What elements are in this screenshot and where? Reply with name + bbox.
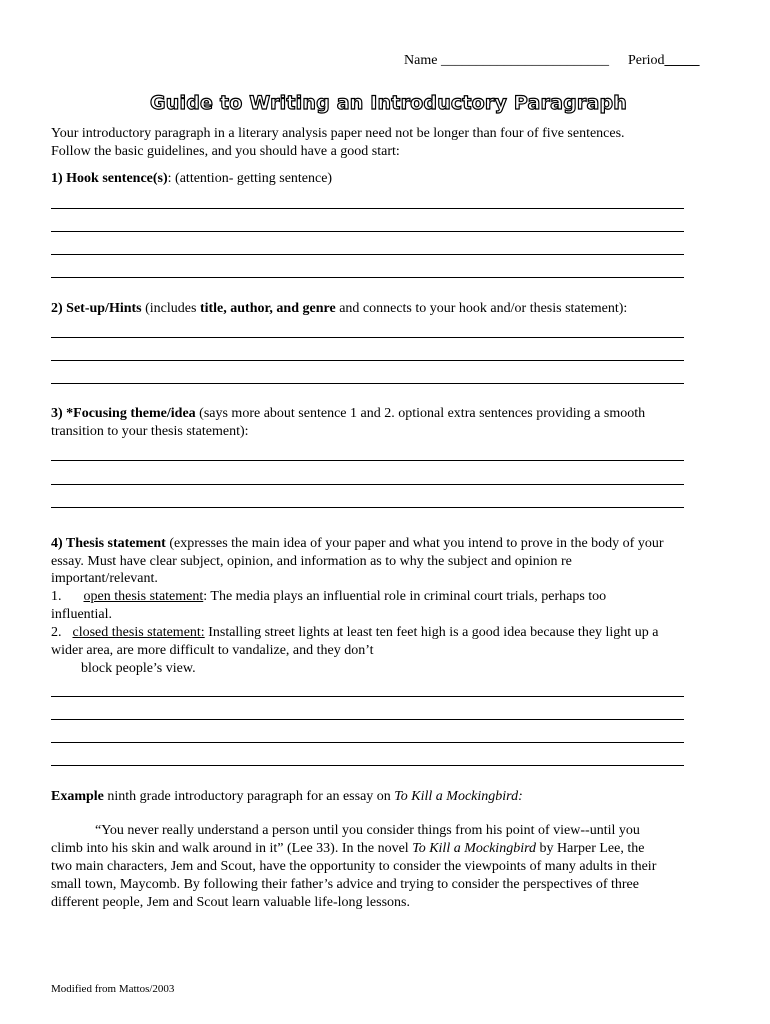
writing-line[interactable] (51, 277, 684, 278)
writing-line[interactable] (51, 254, 684, 255)
name-label: Name (404, 53, 438, 68)
example-book-title: To Kill a Mockingbird: (394, 789, 523, 804)
section-4-label: 4) Thesis statement (51, 536, 166, 551)
writing-line[interactable] (51, 231, 684, 232)
example-para-line-2: climb into his skin and walk around in it” (Lee 33). In the novel To Kill a Mockingbird by Harper Lee, the (51, 841, 645, 856)
section-1-heading: 1) Hook sentence(s): (attention- getting sentence) (51, 171, 333, 186)
thesis-item-1-cont: influential. (51, 607, 113, 622)
name-field (404, 52, 700, 70)
example-label: Example (51, 789, 104, 804)
name-blank: ________________________ (440, 53, 609, 68)
period-label: Period (627, 53, 665, 68)
footer-credit: Modified from Mattos/2003 (51, 983, 175, 995)
example-para-line-3: two main characters, Jem and Scout, have the opportunity to consider the viewpoints of many adults in their (51, 859, 657, 874)
section-1-desc: (attention- getting sentence) (171, 171, 333, 186)
example-para-line-4: small town, Maycomb. By following their father’s advice and trying to consider the perspectives of three (51, 877, 639, 892)
writing-line[interactable] (51, 360, 684, 361)
intro-line-1: Your introductory paragraph in a literary analysis paper need not be longer than four of five sentences. (51, 126, 625, 141)
writing-line[interactable] (51, 765, 684, 766)
writing-line[interactable] (51, 337, 684, 338)
thesis-item-2: 2. closed thesis statement: Installing street lights at least ten feet high is a good idea because they light up a (51, 625, 659, 640)
thesis-item-1: 1. open thesis statement: The media plays an influential role in criminal court trials, perhaps too (51, 589, 607, 604)
intro-line-2: Follow the basic guidelines, and you should have a good start: (51, 144, 400, 159)
example-para-line-5: different people, Jem and Scout learn valuable life-long lessons. (51, 895, 410, 910)
open-thesis-label: open thesis statement (83, 589, 204, 604)
example-para-line-1: “You never really understand a person until you consider things from his point of view--until you (95, 823, 640, 838)
section-3-desc-line-2: transition to your thesis statement): (51, 424, 249, 439)
thesis-item-2-cont-1: wider area, are more difficult to vandalize, and they don’t (51, 643, 374, 658)
closed-thesis-label: closed thesis statement: (72, 625, 205, 640)
writing-line[interactable] (51, 507, 684, 508)
section-4-desc-line-3: important/relevant. (51, 571, 158, 586)
section-1-label: 1) Hook sentence(s) (51, 171, 168, 186)
writing-line[interactable] (51, 460, 684, 461)
section-3-label: 3) *Focusing theme/idea (51, 406, 196, 421)
section-4-heading: 4) Thesis statement (expresses the main idea of your paper and what you intend to prove in the body of your (51, 536, 664, 551)
writing-line[interactable] (51, 484, 684, 485)
section-4-desc-line-2: essay. Must have clear subject, opinion, and information as to why the subject and opinion re (51, 554, 572, 569)
section-2-heading: 2) Set-up/Hints (includes title, author, and genre and connects to your hook and/or thesis statement): (51, 301, 628, 316)
writing-line[interactable] (51, 383, 684, 384)
thesis-item-2-cont-2: block people’s view. (81, 661, 196, 676)
writing-line[interactable] (51, 208, 684, 209)
writing-line[interactable] (51, 696, 684, 697)
example-heading: Example ninth grade introductory paragraph for an essay on To Kill a Mockingbird: (51, 789, 523, 804)
writing-line[interactable] (51, 742, 684, 743)
page-title: Guide to Writing an Introductory Paragraph (150, 92, 628, 114)
period-blank: _____ (664, 53, 700, 68)
section-2-label: 2) Set-up/Hints (51, 301, 142, 316)
writing-line[interactable] (51, 719, 684, 720)
section-3-heading: 3) *Focusing theme/idea (says more about sentence 1 and 2. optional extra sentences providing a smooth (51, 406, 646, 421)
